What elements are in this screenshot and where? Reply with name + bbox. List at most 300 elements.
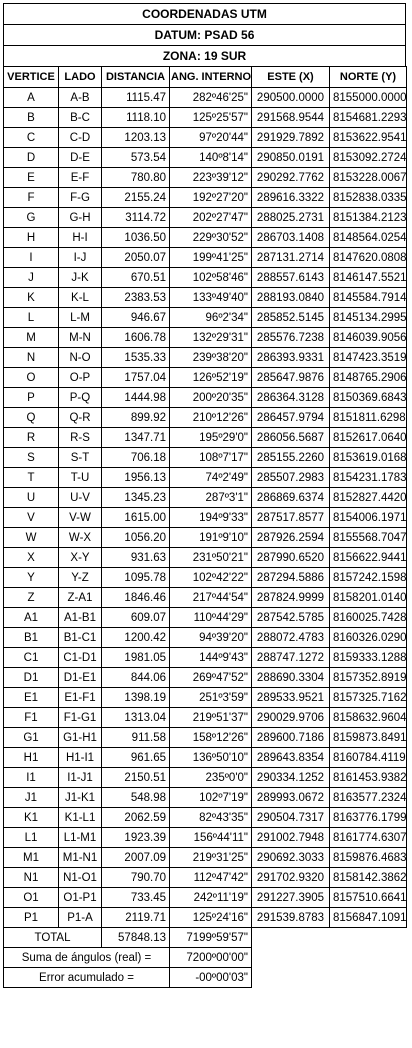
cell-lado: A-B bbox=[59, 88, 102, 108]
cell-lado: F-G bbox=[59, 188, 102, 208]
cell-lado: I-J bbox=[59, 248, 102, 268]
cell-lado: D-E bbox=[59, 148, 102, 168]
cell-distancia: 790.70 bbox=[102, 868, 170, 888]
cell-ang-interno: 200º20'35" bbox=[170, 388, 252, 408]
cell-este: 288193.0840 bbox=[252, 288, 330, 308]
table-row bbox=[4, 308, 407, 328]
cell-este: 289643.8354 bbox=[252, 748, 330, 768]
cell-lado: S-T bbox=[59, 448, 102, 468]
cell-vertice: C bbox=[4, 128, 59, 148]
cell-lado: T-U bbox=[59, 468, 102, 488]
table-row bbox=[4, 488, 407, 508]
cell-ang-interno: 210º12'26" bbox=[170, 408, 252, 428]
cell-norte: 8145584.7914 bbox=[330, 288, 407, 308]
title-datum: DATUM: PSAD 56 bbox=[3, 24, 406, 45]
cell-distancia: 1846.46 bbox=[102, 588, 170, 608]
cell-distancia: 1615.00 bbox=[102, 508, 170, 528]
cell-ang-interno: 217º44'54" bbox=[170, 588, 252, 608]
cell-lado: P-Q bbox=[59, 388, 102, 408]
utm-coordinates-table bbox=[3, 66, 407, 988]
cell-norte: 8158142.3862 bbox=[330, 868, 407, 888]
cell-norte: 8160784.4119 bbox=[330, 748, 407, 768]
cell-norte: 8146147.5521 bbox=[330, 268, 407, 288]
table-row bbox=[4, 788, 407, 808]
table-row bbox=[4, 88, 407, 108]
cell-vertice: V bbox=[4, 508, 59, 528]
total-row bbox=[4, 928, 407, 948]
table-row bbox=[4, 708, 407, 728]
cell-vertice: D1 bbox=[4, 668, 59, 688]
table-row bbox=[4, 508, 407, 528]
table-row bbox=[4, 828, 407, 848]
cell-este: 286869.6374 bbox=[252, 488, 330, 508]
cell-vertice: J bbox=[4, 268, 59, 288]
cell-norte: 8151384.2123 bbox=[330, 208, 407, 228]
cell-ang-interno: 125º25'57" bbox=[170, 108, 252, 128]
cell-ang-interno: 191º9'10" bbox=[170, 528, 252, 548]
cell-este: 291568.9544 bbox=[252, 108, 330, 128]
cell-norte: 8153092.2724 bbox=[330, 148, 407, 168]
table-row bbox=[4, 808, 407, 828]
cell-lado: V-W bbox=[59, 508, 102, 528]
cell-distancia: 1118.10 bbox=[102, 108, 170, 128]
cell-distancia: 2119.71 bbox=[102, 908, 170, 928]
angle-sum-value: 7200º00'00" bbox=[170, 948, 252, 968]
cell-vertice: F1 bbox=[4, 708, 59, 728]
angle-sum-label: Suma de ángulos (real) = bbox=[4, 948, 170, 968]
col-header-norte: NORTE (Y) bbox=[330, 67, 407, 88]
cell-norte: 8152827.4420 bbox=[330, 488, 407, 508]
cell-norte: 8147423.3519 bbox=[330, 348, 407, 368]
cell-vertice: P bbox=[4, 388, 59, 408]
cell-distancia: 2155.24 bbox=[102, 188, 170, 208]
cell-vertice: H1 bbox=[4, 748, 59, 768]
cell-norte: 8156847.1091 bbox=[330, 908, 407, 928]
cell-vertice: O1 bbox=[4, 888, 59, 908]
cell-distancia: 706.18 bbox=[102, 448, 170, 468]
cell-este: 285155.2260 bbox=[252, 448, 330, 468]
cell-lado: M-N bbox=[59, 328, 102, 348]
title-coordenadas: COORDENADAS UTM bbox=[3, 3, 406, 24]
cell-norte: 8155000.0000 bbox=[330, 88, 407, 108]
cell-lado: R-S bbox=[59, 428, 102, 448]
table-row bbox=[4, 428, 407, 448]
coordinates-sheet bbox=[3, 3, 406, 988]
cell-distancia: 1203.13 bbox=[102, 128, 170, 148]
cell-distancia: 1444.98 bbox=[102, 388, 170, 408]
table-header-row bbox=[4, 67, 407, 88]
table-row bbox=[4, 608, 407, 628]
total-label: TOTAL bbox=[4, 928, 102, 948]
cell-distancia: 3114.72 bbox=[102, 208, 170, 228]
table-row bbox=[4, 648, 407, 668]
cell-lado: W-X bbox=[59, 528, 102, 548]
cell-este: 287990.6520 bbox=[252, 548, 330, 568]
col-header-ang-interno: ANG. INTERNO bbox=[170, 67, 252, 88]
cell-este: 291227.3905 bbox=[252, 888, 330, 908]
cell-ang-interno: 156º44'11" bbox=[170, 828, 252, 848]
cell-vertice: P1 bbox=[4, 908, 59, 928]
table-row bbox=[4, 588, 407, 608]
cell-lado: H-I bbox=[59, 228, 102, 248]
cell-lado: J1-K1 bbox=[59, 788, 102, 808]
cell-este: 288025.2731 bbox=[252, 208, 330, 228]
cell-ang-interno: 108º7'17" bbox=[170, 448, 252, 468]
table-row bbox=[4, 288, 407, 308]
cell-ang-interno: 239º38'20" bbox=[170, 348, 252, 368]
cell-lado: I1-J1 bbox=[59, 768, 102, 788]
cell-distancia: 899.92 bbox=[102, 408, 170, 428]
cell-distancia: 2150.51 bbox=[102, 768, 170, 788]
cell-ang-interno: 74º2'49" bbox=[170, 468, 252, 488]
cell-ang-interno: 132º29'31" bbox=[170, 328, 252, 348]
cell-norte: 8152838.0335 bbox=[330, 188, 407, 208]
cell-norte: 8150369.6843 bbox=[330, 388, 407, 408]
cell-distancia: 780.80 bbox=[102, 168, 170, 188]
cell-norte: 8157325.7162 bbox=[330, 688, 407, 708]
cell-vertice: M bbox=[4, 328, 59, 348]
table-row bbox=[4, 408, 407, 428]
cell-vertice: K bbox=[4, 288, 59, 308]
error-label: Error acumulado = bbox=[4, 968, 170, 988]
cell-ang-interno: 102º7'19" bbox=[170, 788, 252, 808]
cell-distancia: 2007.09 bbox=[102, 848, 170, 868]
cell-este: 290029.9706 bbox=[252, 708, 330, 728]
cell-distancia: 2062.59 bbox=[102, 808, 170, 828]
cell-vertice: W bbox=[4, 528, 59, 548]
title-zona: ZONA: 19 SUR bbox=[3, 45, 406, 66]
cell-lado: G1-H1 bbox=[59, 728, 102, 748]
cell-norte: 8163776.1799 bbox=[330, 808, 407, 828]
cell-este: 288747.1272 bbox=[252, 648, 330, 668]
cell-distancia: 1345.23 bbox=[102, 488, 170, 508]
cell-norte: 8157352.8919 bbox=[330, 668, 407, 688]
cell-vertice: F bbox=[4, 188, 59, 208]
cell-vertice: E bbox=[4, 168, 59, 188]
table-row bbox=[4, 628, 407, 648]
cell-vertice: Z bbox=[4, 588, 59, 608]
cell-ang-interno: 202º27'47" bbox=[170, 208, 252, 228]
table-row bbox=[4, 768, 407, 788]
table-row bbox=[4, 108, 407, 128]
cell-norte: 8154681.2293 bbox=[330, 108, 407, 128]
cell-este: 290500.0000 bbox=[252, 88, 330, 108]
cell-norte: 8148765.2906 bbox=[330, 368, 407, 388]
error-value: -00º00'03" bbox=[170, 968, 252, 988]
cell-vertice: B1 bbox=[4, 628, 59, 648]
cell-vertice: M1 bbox=[4, 848, 59, 868]
cell-vertice: O bbox=[4, 368, 59, 388]
cell-ang-interno: 229º30'52" bbox=[170, 228, 252, 248]
cell-distancia: 1535.33 bbox=[102, 348, 170, 368]
cell-ang-interno: 158º12'26" bbox=[170, 728, 252, 748]
cell-ang-interno: 94º39'20" bbox=[170, 628, 252, 648]
table-row bbox=[4, 208, 407, 228]
cell-ang-interno: 140º8'14" bbox=[170, 148, 252, 168]
cell-ang-interno: 192º27'20" bbox=[170, 188, 252, 208]
cell-este: 291702.9320 bbox=[252, 868, 330, 888]
cell-este: 287824.9999 bbox=[252, 588, 330, 608]
cell-norte: 8154231.1783 bbox=[330, 468, 407, 488]
cell-lado: J-K bbox=[59, 268, 102, 288]
total-distance: 57848.13 bbox=[102, 928, 170, 948]
cell-vertice: R bbox=[4, 428, 59, 448]
cell-lado: A1-B1 bbox=[59, 608, 102, 628]
cell-vertice: K1 bbox=[4, 808, 59, 828]
cell-este: 288072.4783 bbox=[252, 628, 330, 648]
cell-vertice: X bbox=[4, 548, 59, 568]
cell-ang-interno: 110º44'29" bbox=[170, 608, 252, 628]
cell-lado: U-V bbox=[59, 488, 102, 508]
table-row bbox=[4, 228, 407, 248]
cell-lado: C-D bbox=[59, 128, 102, 148]
cell-lado: L-M bbox=[59, 308, 102, 328]
table-row bbox=[4, 268, 407, 288]
cell-vertice: A1 bbox=[4, 608, 59, 628]
cell-lado: X-Y bbox=[59, 548, 102, 568]
cell-vertice: S bbox=[4, 448, 59, 468]
cell-norte: 8157242.1598 bbox=[330, 568, 407, 588]
table-row bbox=[4, 388, 407, 408]
cell-norte: 8153619.0168 bbox=[330, 448, 407, 468]
cell-ang-interno: 96º2'34" bbox=[170, 308, 252, 328]
cell-norte: 8153228.0067 bbox=[330, 168, 407, 188]
cell-lado: P1-A bbox=[59, 908, 102, 928]
cell-este: 291929.7892 bbox=[252, 128, 330, 148]
blank-cell bbox=[252, 928, 407, 948]
cell-este: 287926.2594 bbox=[252, 528, 330, 548]
cell-este: 287542.5785 bbox=[252, 608, 330, 628]
cell-ang-interno: 133º49'40" bbox=[170, 288, 252, 308]
cell-norte: 8159876.4683 bbox=[330, 848, 407, 868]
cell-distancia: 2050.07 bbox=[102, 248, 170, 268]
cell-distancia: 609.07 bbox=[102, 608, 170, 628]
cell-distancia: 573.54 bbox=[102, 148, 170, 168]
cell-distancia: 1923.39 bbox=[102, 828, 170, 848]
table-row bbox=[4, 908, 407, 928]
cell-lado: K1-L1 bbox=[59, 808, 102, 828]
cell-este: 285852.5145 bbox=[252, 308, 330, 328]
cell-vertice: G bbox=[4, 208, 59, 228]
cell-este: 288557.6143 bbox=[252, 268, 330, 288]
cell-norte: 8158632.9604 bbox=[330, 708, 407, 728]
cell-distancia: 1606.78 bbox=[102, 328, 170, 348]
cell-ang-interno: 136º50'10" bbox=[170, 748, 252, 768]
cell-vertice: D bbox=[4, 148, 59, 168]
cell-este: 286056.5687 bbox=[252, 428, 330, 448]
cell-lado: L1-M1 bbox=[59, 828, 102, 848]
cell-este: 291539.8783 bbox=[252, 908, 330, 928]
blank-cell bbox=[252, 968, 407, 988]
cell-este: 286364.3128 bbox=[252, 388, 330, 408]
table-row bbox=[4, 548, 407, 568]
cell-distancia: 670.51 bbox=[102, 268, 170, 288]
table-row bbox=[4, 688, 407, 708]
cell-ang-interno: 102º42'22" bbox=[170, 568, 252, 588]
cell-distancia: 931.63 bbox=[102, 548, 170, 568]
cell-vertice: N1 bbox=[4, 868, 59, 888]
blank-cell bbox=[252, 948, 407, 968]
cell-este: 287294.5886 bbox=[252, 568, 330, 588]
cell-lado: N1-O1 bbox=[59, 868, 102, 888]
cell-vertice: I1 bbox=[4, 768, 59, 788]
cell-distancia: 1956.13 bbox=[102, 468, 170, 488]
cell-distancia: 1757.04 bbox=[102, 368, 170, 388]
cell-ang-interno: 125º24'16" bbox=[170, 908, 252, 928]
cell-vertice: N bbox=[4, 348, 59, 368]
cell-este: 286393.9331 bbox=[252, 348, 330, 368]
cell-vertice: E1 bbox=[4, 688, 59, 708]
cell-norte: 8160025.7428 bbox=[330, 608, 407, 628]
col-header-distancia: DISTANCIA bbox=[102, 67, 170, 88]
cell-este: 285576.7238 bbox=[252, 328, 330, 348]
cell-norte: 8157510.6641 bbox=[330, 888, 407, 908]
cell-este: 286703.1408 bbox=[252, 228, 330, 248]
cell-vertice: G1 bbox=[4, 728, 59, 748]
cell-ang-interno: 282º46'25" bbox=[170, 88, 252, 108]
cell-este: 290334.1252 bbox=[252, 768, 330, 788]
cell-lado: C1-D1 bbox=[59, 648, 102, 668]
cell-este: 289600.7186 bbox=[252, 728, 330, 748]
cell-lado: E1-F1 bbox=[59, 688, 102, 708]
cell-ang-interno: 82º43'35" bbox=[170, 808, 252, 828]
table-row bbox=[4, 888, 407, 908]
cell-ang-interno: 287º3'1" bbox=[170, 488, 252, 508]
cell-norte: 8148564.0254 bbox=[330, 228, 407, 248]
cell-distancia: 1347.71 bbox=[102, 428, 170, 448]
cell-vertice: Y bbox=[4, 568, 59, 588]
cell-vertice: B bbox=[4, 108, 59, 128]
table-row bbox=[4, 668, 407, 688]
cell-este: 289533.9521 bbox=[252, 688, 330, 708]
cell-norte: 8160326.0290 bbox=[330, 628, 407, 648]
cell-ang-interno: 251º3'59" bbox=[170, 688, 252, 708]
cell-este: 291002.7948 bbox=[252, 828, 330, 848]
cell-lado: Q-R bbox=[59, 408, 102, 428]
cell-este: 285647.9876 bbox=[252, 368, 330, 388]
cell-ang-interno: 231º50'21" bbox=[170, 548, 252, 568]
cell-este: 287517.8577 bbox=[252, 508, 330, 528]
cell-norte: 8152617.0640 bbox=[330, 428, 407, 448]
cell-vertice: H bbox=[4, 228, 59, 248]
cell-ang-interno: 195º29'0" bbox=[170, 428, 252, 448]
table-row bbox=[4, 728, 407, 748]
cell-este: 285507.2983 bbox=[252, 468, 330, 488]
cell-vertice: Q bbox=[4, 408, 59, 428]
cell-lado: H1-I1 bbox=[59, 748, 102, 768]
cell-norte: 8155568.7047 bbox=[330, 528, 407, 548]
cell-vertice: T bbox=[4, 468, 59, 488]
cell-vertice: J1 bbox=[4, 788, 59, 808]
cell-norte: 8163577.2324 bbox=[330, 788, 407, 808]
table-row bbox=[4, 848, 407, 868]
cell-norte: 8154006.1971 bbox=[330, 508, 407, 528]
cell-este: 290850.0191 bbox=[252, 148, 330, 168]
col-header-vertice: VERTICE bbox=[4, 67, 59, 88]
cell-ang-interno: 242º11'19" bbox=[170, 888, 252, 908]
cell-norte: 8161453.9382 bbox=[330, 768, 407, 788]
cell-distancia: 1036.50 bbox=[102, 228, 170, 248]
cell-vertice: L bbox=[4, 308, 59, 328]
cell-distancia: 1313.04 bbox=[102, 708, 170, 728]
cell-norte: 8153622.9541 bbox=[330, 128, 407, 148]
table-footer bbox=[4, 928, 407, 988]
cell-ang-interno: 219º31'25" bbox=[170, 848, 252, 868]
angle-sum-row bbox=[4, 948, 407, 968]
cell-ang-interno: 199º41'25" bbox=[170, 248, 252, 268]
cell-ang-interno: 144º9'43" bbox=[170, 648, 252, 668]
table-row bbox=[4, 348, 407, 368]
cell-norte: 8156622.9441 bbox=[330, 548, 407, 568]
table-row bbox=[4, 148, 407, 168]
cell-norte: 8159333.1288 bbox=[330, 648, 407, 668]
cell-este: 286457.9794 bbox=[252, 408, 330, 428]
cell-vertice: L1 bbox=[4, 828, 59, 848]
table-row bbox=[4, 748, 407, 768]
cell-lado: O1-P1 bbox=[59, 888, 102, 908]
col-header-lado: LADO bbox=[59, 67, 102, 88]
cell-lado: E-F bbox=[59, 168, 102, 188]
total-angle: 7199º59'57" bbox=[170, 928, 252, 948]
cell-distancia: 2383.53 bbox=[102, 288, 170, 308]
cell-ang-interno: 97º20'44" bbox=[170, 128, 252, 148]
cell-ang-interno: 194º9'33" bbox=[170, 508, 252, 528]
cell-distancia: 1056.20 bbox=[102, 528, 170, 548]
cell-norte: 8161774.6307 bbox=[330, 828, 407, 848]
table-row bbox=[4, 528, 407, 548]
cell-distancia: 911.58 bbox=[102, 728, 170, 748]
cell-este: 290504.7317 bbox=[252, 808, 330, 828]
cell-norte: 8151811.6298 bbox=[330, 408, 407, 428]
table-row bbox=[4, 868, 407, 888]
cell-ang-interno: 223º39'12" bbox=[170, 168, 252, 188]
cell-este: 288690.3304 bbox=[252, 668, 330, 688]
table-row bbox=[4, 448, 407, 468]
cell-distancia: 946.67 bbox=[102, 308, 170, 328]
cell-lado: M1-N1 bbox=[59, 848, 102, 868]
cell-distancia: 844.06 bbox=[102, 668, 170, 688]
cell-lado: D1-E1 bbox=[59, 668, 102, 688]
cell-vertice: U bbox=[4, 488, 59, 508]
cell-norte: 8158201.0140 bbox=[330, 588, 407, 608]
cell-vertice: C1 bbox=[4, 648, 59, 668]
cell-distancia: 733.45 bbox=[102, 888, 170, 908]
cell-lado: Y-Z bbox=[59, 568, 102, 588]
cell-lado: F1-G1 bbox=[59, 708, 102, 728]
cell-lado: Z-A1 bbox=[59, 588, 102, 608]
cell-norte: 8146039.9056 bbox=[330, 328, 407, 348]
cell-lado: B-C bbox=[59, 108, 102, 128]
cell-ang-interno: 112º47'42" bbox=[170, 868, 252, 888]
cell-este: 290692.3033 bbox=[252, 848, 330, 868]
cell-ang-interno: 235º0'0" bbox=[170, 768, 252, 788]
cell-lado: K-L bbox=[59, 288, 102, 308]
cell-lado: G-H bbox=[59, 208, 102, 228]
cell-distancia: 548.98 bbox=[102, 788, 170, 808]
cell-lado: B1-C1 bbox=[59, 628, 102, 648]
cell-ang-interno: 219º51'37" bbox=[170, 708, 252, 728]
cell-lado: O-P bbox=[59, 368, 102, 388]
table-row bbox=[4, 168, 407, 188]
cell-norte: 8159873.8491 bbox=[330, 728, 407, 748]
table-body bbox=[4, 88, 407, 928]
cell-distancia: 1398.19 bbox=[102, 688, 170, 708]
cell-lado: N-O bbox=[59, 348, 102, 368]
table-row bbox=[4, 128, 407, 148]
cell-este: 289993.0672 bbox=[252, 788, 330, 808]
table-row bbox=[4, 368, 407, 388]
cell-distancia: 1115.47 bbox=[102, 88, 170, 108]
